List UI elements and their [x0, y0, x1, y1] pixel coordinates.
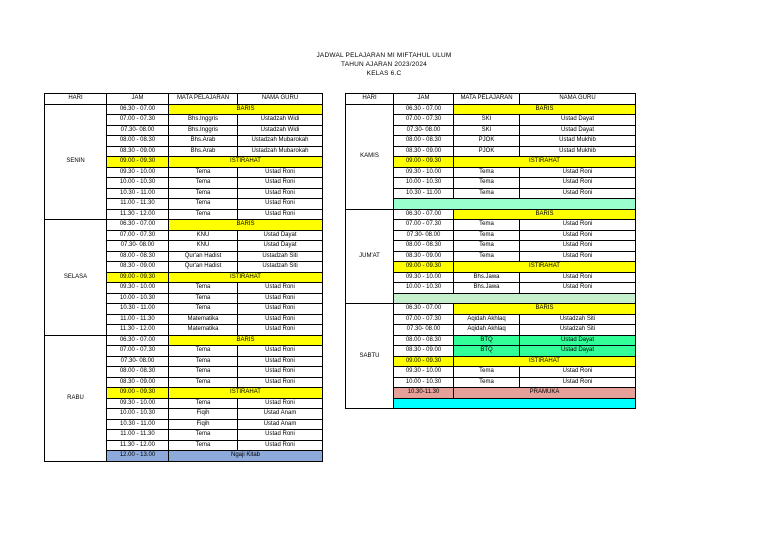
col-hari: HARI	[45, 94, 107, 105]
teacher-cell: Ustad Roni	[238, 377, 323, 388]
table-header-row	[346, 94, 636, 105]
time-cell: 08.30 - 09.00	[394, 346, 454, 357]
time-cell: 10.00 - 10.30	[107, 293, 169, 304]
schedule-row	[45, 220, 323, 231]
schedule-row	[45, 104, 323, 115]
time-cell: 10.30 - 11.00	[107, 188, 169, 199]
teacher-cell: Ustad Roni	[238, 398, 323, 409]
time-cell: 08.30 - 09.00	[394, 146, 454, 157]
time-cell: 07.30- 08.00	[107, 125, 169, 136]
teacher-cell: Ustad Roni	[238, 367, 323, 378]
subject-cell: Tema	[169, 398, 238, 409]
col-hari: HARI	[346, 94, 394, 105]
table-header-row	[45, 94, 323, 105]
teacher-cell: Ustad Roni	[520, 377, 636, 388]
subject-band-cell: PRAMUKA	[454, 388, 636, 399]
subject-cell: Tema	[169, 283, 238, 294]
teacher-cell: Ustad Roni	[238, 440, 323, 451]
teacher-cell: Ustad Dayat	[238, 230, 323, 241]
subject-cell: Tema	[169, 188, 238, 199]
teacher-cell: Ustad Roni	[520, 367, 636, 378]
teacher-cell: Ustad Mukhib	[520, 136, 636, 147]
subject-cell: Tema	[454, 178, 520, 189]
time-cell: 07.00 - 07.30	[394, 220, 454, 231]
subject-band-cell: ISTIRAHAT	[169, 388, 323, 399]
time-cell: 08.00 - 08.30	[394, 136, 454, 147]
subject-cell: Fiqih	[169, 419, 238, 430]
subject-band-cell: ISTIRAHAT	[169, 272, 323, 283]
time-cell: 11.00 - 11.30	[107, 430, 169, 441]
teacher-cell: Ustadzah Widi	[238, 115, 323, 126]
schedule-row	[346, 104, 636, 115]
time-cell: 09.30 - 10.00	[394, 367, 454, 378]
teacher-cell: Ustad Roni	[238, 293, 323, 304]
teacher-cell: Ustad Roni	[238, 199, 323, 210]
time-cell: 10.00 - 10.30	[107, 178, 169, 189]
subject-cell: Aqidah Akhlaq	[454, 314, 520, 325]
subject-cell: Tema	[169, 367, 238, 378]
teacher-cell: Ustadzah Siti	[520, 314, 636, 325]
subject-band-cell: ISTIRAHAT	[454, 262, 636, 273]
teacher-cell: Ustad Roni	[238, 346, 323, 357]
col-guru: NAMA GURU	[238, 94, 323, 105]
subject-cell: BTQ	[454, 346, 520, 357]
subject-cell: Matematika	[169, 314, 238, 325]
subject-cell: Bhs.Jawa	[454, 272, 520, 283]
teacher-cell: Ustadzah Siti	[520, 325, 636, 336]
teacher-cell: Ustad Roni	[520, 272, 636, 283]
schedule-table-right	[345, 93, 636, 409]
time-cell: 10.30 - 11.00	[394, 188, 454, 199]
time-cell: 11.00 - 11.30	[107, 314, 169, 325]
subject-cell: PJOK	[454, 146, 520, 157]
teacher-cell: Ustad Roni	[520, 230, 636, 241]
time-cell: 08.30 - 09.00	[394, 251, 454, 262]
schedule-row	[346, 209, 636, 220]
teacher-cell: Ustadzah Siti	[238, 262, 323, 273]
schedule-row	[45, 335, 323, 346]
subject-cell: Tema	[454, 377, 520, 388]
empty-filler-cell	[394, 293, 636, 304]
subject-cell: Bhs.Inggris	[169, 125, 238, 136]
time-cell: 10.30 - 11.00	[107, 419, 169, 430]
time-cell: 10.00 - 10.30	[394, 377, 454, 388]
subject-cell: Tema	[454, 230, 520, 241]
subject-cell: KNU	[169, 230, 238, 241]
col-guru: NAMA GURU	[520, 94, 636, 105]
time-cell: 09.00 - 09.30	[394, 356, 454, 367]
day-cell: KAMIS	[346, 104, 394, 209]
subject-cell: Tema	[454, 367, 520, 378]
time-cell: 10.00 - 10.30	[394, 178, 454, 189]
time-cell: 08.30 - 09.00	[107, 262, 169, 273]
subject-cell: Aqidah Akhlaq	[454, 325, 520, 336]
subject-cell: Tema	[454, 167, 520, 178]
time-cell: 07.30- 08.00	[394, 230, 454, 241]
time-cell: 06.30 - 07.00	[107, 335, 169, 346]
teacher-cell: Ustad Dayat	[520, 346, 636, 357]
teacher-cell: Ustadzah Mubarokah	[238, 146, 323, 157]
time-cell: 11.30 - 12.00	[107, 209, 169, 220]
subject-cell: Matematika	[169, 325, 238, 336]
subject-cell: Tema	[169, 199, 238, 210]
time-cell: 09.30 - 10.00	[394, 167, 454, 178]
teacher-cell: Ustad Roni	[520, 220, 636, 231]
subject-cell: Tema	[454, 251, 520, 262]
time-cell: 08.30 - 09.00	[107, 377, 169, 388]
time-cell: 12.00 - 13.00	[107, 451, 169, 462]
time-cell: 07.30- 08.00	[107, 356, 169, 367]
subject-band-cell: BARIS	[454, 104, 636, 115]
col-jam: JAM	[394, 94, 454, 105]
empty-filler-cell	[394, 398, 636, 409]
teacher-cell: Ustad Anam	[238, 419, 323, 430]
teacher-cell: Ustad Roni	[238, 325, 323, 336]
subject-cell: Tema	[454, 220, 520, 231]
schedule-table-left	[44, 93, 323, 462]
subject-cell: Tema	[169, 346, 238, 357]
subject-cell: KNU	[169, 241, 238, 252]
teacher-cell: Ustad Roni	[238, 430, 323, 441]
time-cell: 07.30- 08.00	[394, 125, 454, 136]
time-cell: 08.30 - 09.00	[107, 146, 169, 157]
time-cell: 09.30 - 10.00	[107, 283, 169, 294]
subject-band-cell: Ngaji Kitab	[169, 451, 323, 462]
time-cell: 07.00 - 07.30	[107, 346, 169, 357]
time-cell: 09.00 - 09.30	[107, 388, 169, 399]
subject-cell: Bhs.Arab	[169, 136, 238, 147]
subject-cell: Tema	[169, 167, 238, 178]
subject-cell: Tema	[169, 178, 238, 189]
teacher-cell: Ustad Roni	[238, 356, 323, 367]
time-cell: 11.00 - 11.30	[107, 199, 169, 210]
teacher-cell: Ustadzah Mubarokah	[238, 136, 323, 147]
subject-band-cell: ISTIRAHAT	[169, 157, 323, 168]
col-jam: JAM	[107, 94, 169, 105]
time-cell: 07.00 - 07.30	[394, 314, 454, 325]
teacher-cell: Ustad Anam	[238, 409, 323, 420]
time-cell: 06.30 - 07.00	[394, 104, 454, 115]
time-cell: 10.00 - 10.30	[394, 283, 454, 294]
time-cell: 08.00 - 08.30	[394, 335, 454, 346]
time-cell: 09.00 - 09.30	[107, 272, 169, 283]
subject-cell: Fiqih	[169, 409, 238, 420]
subject-cell: Tema	[454, 241, 520, 252]
col-mapel: MATA PELAJARAN	[454, 94, 520, 105]
teacher-cell: Ustad Roni	[520, 188, 636, 199]
teacher-cell: Ustad Roni	[520, 167, 636, 178]
time-cell: 06.30 - 07.00	[107, 104, 169, 115]
subject-cell: Bhs.Arab	[169, 146, 238, 157]
day-cell: JUM'AT	[346, 209, 394, 304]
empty-filler-cell	[394, 199, 636, 210]
time-cell: 10.30-11.30	[394, 388, 454, 399]
teacher-cell: Ustad Roni	[238, 178, 323, 189]
teacher-cell: Ustad Roni	[520, 251, 636, 262]
time-cell: 08.00 - 08.30	[107, 136, 169, 147]
schedule-title: JADWAL PELAJARAN MI MIFTAHUL ULUM	[316, 52, 452, 59]
time-cell: 11.30 - 12.00	[107, 325, 169, 336]
subject-cell: Tema	[169, 356, 238, 367]
time-cell: 10.30 - 11.00	[107, 304, 169, 315]
day-cell: SELASA	[45, 220, 107, 336]
col-mapel: MATA PELAJARAN	[169, 94, 238, 105]
subject-cell: Tema	[169, 304, 238, 315]
subject-cell: Tema	[169, 430, 238, 441]
teacher-cell: Ustad Dayat	[520, 335, 636, 346]
subject-cell: Tema	[169, 209, 238, 220]
subject-band-cell: ISTIRAHAT	[454, 356, 636, 367]
subject-cell: BTQ	[454, 335, 520, 346]
teacher-cell: Ustadzah Siti	[238, 251, 323, 262]
subject-cell: Tema	[169, 293, 238, 304]
subject-cell: Bhs.Jawa	[454, 283, 520, 294]
day-cell: SENIN	[45, 104, 107, 220]
subject-cell: Tema	[169, 377, 238, 388]
teacher-cell: Ustad Dayat	[520, 115, 636, 126]
subject-band-cell: BARIS	[454, 304, 636, 315]
teacher-cell: Ustadzah Widi	[238, 125, 323, 136]
time-cell: 07.00 - 07.30	[107, 115, 169, 126]
teacher-cell: Ustad Mukhib	[520, 146, 636, 157]
time-cell: 07.00 - 07.30	[107, 230, 169, 241]
subject-cell: Qur'an Hadist	[169, 262, 238, 273]
time-cell: 10.00 - 10.30	[107, 409, 169, 420]
teacher-cell: Ustad Dayat	[520, 125, 636, 136]
time-cell: 07.30- 08.00	[394, 325, 454, 336]
teacher-cell: Ustad Roni	[520, 241, 636, 252]
time-cell: 09.00 - 09.30	[394, 157, 454, 168]
time-cell: 07.00 - 07.30	[394, 115, 454, 126]
time-cell: 09.30 - 10.00	[394, 272, 454, 283]
teacher-cell: Ustad Roni	[238, 314, 323, 325]
schedule-row	[346, 304, 636, 315]
subject-band-cell: BARIS	[169, 335, 323, 346]
subject-cell: Tema	[169, 440, 238, 451]
subject-cell: SKI	[454, 125, 520, 136]
subject-band-cell: BARIS	[454, 209, 636, 220]
subject-band-cell: ISTIRAHAT	[454, 157, 636, 168]
time-cell: 09.30 - 10.00	[107, 398, 169, 409]
time-cell: 07.30- 08.00	[107, 241, 169, 252]
time-cell: 09.00 - 09.30	[107, 157, 169, 168]
day-cell: RABU	[45, 335, 107, 461]
subject-band-cell: BARIS	[169, 104, 323, 115]
teacher-cell: Ustad Roni	[238, 167, 323, 178]
subject-cell: Bhs.Inggris	[169, 115, 238, 126]
subject-band-cell: BARIS	[169, 220, 323, 231]
teacher-cell: Ustad Roni	[238, 188, 323, 199]
subject-cell: SKI	[454, 115, 520, 126]
time-cell: 09.00 - 09.30	[394, 262, 454, 273]
academic-year: TAHUN AJARAN 2023/2024	[341, 61, 427, 68]
time-cell: 08.00 - 08.30	[107, 367, 169, 378]
teacher-cell: Ustad Roni	[238, 209, 323, 220]
time-cell: 09.30 - 10.00	[107, 167, 169, 178]
time-cell: 11.30 - 12.00	[107, 440, 169, 451]
teacher-cell: Ustad Roni	[238, 283, 323, 294]
time-cell: 08.00 - 08.30	[394, 241, 454, 252]
teacher-cell: Ustad Roni	[520, 283, 636, 294]
teacher-cell: Ustad Roni	[520, 178, 636, 189]
subject-cell: PJOK	[454, 136, 520, 147]
teacher-cell: Ustad Roni	[238, 304, 323, 315]
subject-cell: Tema	[454, 188, 520, 199]
subject-cell: Qur'an Hadist	[169, 251, 238, 262]
class-label: KELAS 6.C	[366, 70, 402, 77]
time-cell: 06.30 - 07.00	[394, 304, 454, 315]
time-cell: 08.00 - 08.30	[107, 251, 169, 262]
time-cell: 06.30 - 07.00	[394, 209, 454, 220]
time-cell: 06.30 - 07.00	[107, 220, 169, 231]
day-cell: SABTU	[346, 304, 394, 409]
teacher-cell: Ustad Dayat	[238, 241, 323, 252]
